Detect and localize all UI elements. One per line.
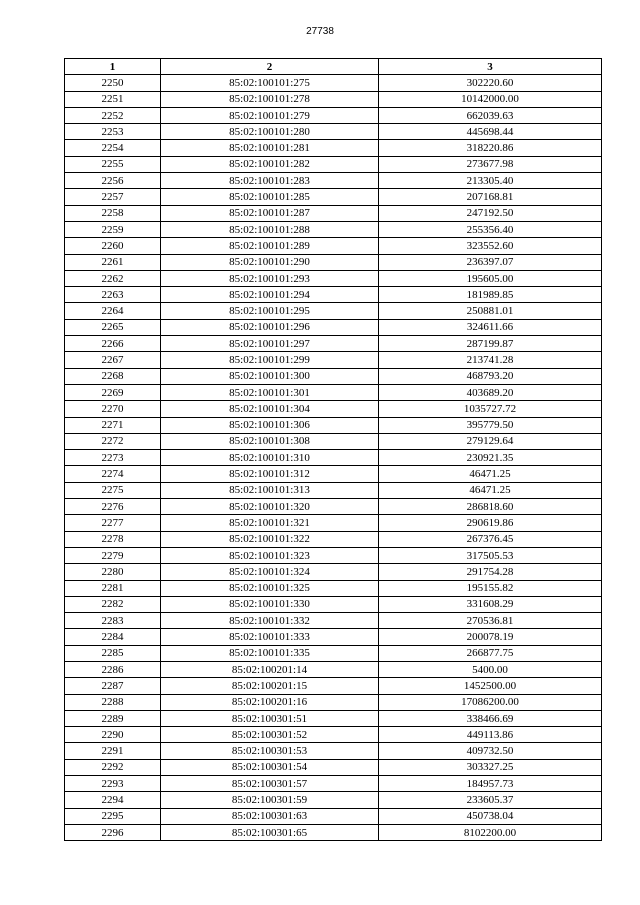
value-cell: 449113.86 [379, 727, 602, 743]
row-number-cell: 2283 [65, 613, 161, 629]
value-cell: 255356.40 [379, 221, 602, 237]
row-number-cell: 2272 [65, 433, 161, 449]
value-cell: 267376.45 [379, 531, 602, 547]
cadastral-number-cell: 85:02:100101:310 [161, 450, 379, 466]
cadastral-number-cell: 85:02:100101:330 [161, 596, 379, 612]
page-number: 27738 [306, 26, 334, 37]
cadastral-number-cell: 85:02:100301:51 [161, 710, 379, 726]
cadastral-number-cell: 85:02:100301:57 [161, 776, 379, 792]
table-row [65, 727, 602, 743]
cadastral-number-cell: 85:02:100101:306 [161, 417, 379, 433]
cadastral-number-cell: 85:02:100101:297 [161, 336, 379, 352]
cadastral-number-cell: 85:02:100101:285 [161, 189, 379, 205]
row-number-cell: 2294 [65, 792, 161, 808]
row-number-cell: 2256 [65, 173, 161, 189]
row-number-cell: 2254 [65, 140, 161, 156]
value-cell: 230921.35 [379, 450, 602, 466]
table-row [65, 580, 602, 596]
row-number-cell: 2253 [65, 124, 161, 140]
table-row [65, 613, 602, 629]
row-number-cell: 2277 [65, 515, 161, 531]
row-number-cell: 2275 [65, 482, 161, 498]
value-cell: 213305.40 [379, 173, 602, 189]
row-number-cell: 2266 [65, 336, 161, 352]
cadastral-number-cell: 85:02:100101:294 [161, 287, 379, 303]
cadastral-number-cell: 85:02:100101:320 [161, 499, 379, 515]
table-row [65, 173, 602, 189]
cadastral-number-cell: 85:02:100201:15 [161, 678, 379, 694]
table-row [65, 759, 602, 775]
row-number-cell: 2284 [65, 629, 161, 645]
value-cell: 233605.37 [379, 792, 602, 808]
cadastral-number-cell: 85:02:100301:52 [161, 727, 379, 743]
row-number-cell: 2265 [65, 319, 161, 335]
row-number-cell: 2296 [65, 824, 161, 840]
table-row [65, 401, 602, 417]
value-cell: 195605.00 [379, 270, 602, 286]
row-number-cell: 2273 [65, 450, 161, 466]
cadastral-number-cell: 85:02:100101:301 [161, 384, 379, 400]
table-row [65, 499, 602, 515]
value-cell: 181989.85 [379, 287, 602, 303]
cadastral-number-cell: 85:02:100201:14 [161, 661, 379, 677]
cadastral-number-cell: 85:02:100301:59 [161, 792, 379, 808]
value-cell: 287199.87 [379, 336, 602, 352]
value-cell: 200078.19 [379, 629, 602, 645]
value-cell: 1452500.00 [379, 678, 602, 694]
table-row [65, 824, 602, 840]
table-row [65, 433, 602, 449]
cadastral-number-cell: 85:02:100101:287 [161, 205, 379, 221]
table-row [65, 303, 602, 319]
cadastral-number-cell: 85:02:100101:304 [161, 401, 379, 417]
cadastral-number-cell: 85:02:100101:321 [161, 515, 379, 531]
cadastral-number-cell: 85:02:100101:282 [161, 156, 379, 172]
cadastral-number-cell: 85:02:100101:300 [161, 368, 379, 384]
table-row [65, 238, 602, 254]
row-number-cell: 2291 [65, 743, 161, 759]
table-row [65, 107, 602, 123]
row-number-cell: 2264 [65, 303, 161, 319]
row-number-cell: 2295 [65, 808, 161, 824]
cadastral-number-cell: 85:02:100101:312 [161, 466, 379, 482]
cadastral-number-cell: 85:02:100101:293 [161, 270, 379, 286]
row-number-cell: 2252 [65, 107, 161, 123]
cadastral-number-cell: 85:02:100101:275 [161, 75, 379, 91]
table-row [65, 384, 602, 400]
table-row [65, 564, 602, 580]
table-row [65, 678, 602, 694]
table-row [65, 466, 602, 482]
row-number-cell: 2288 [65, 694, 161, 710]
row-number-cell: 2274 [65, 466, 161, 482]
table-row [65, 661, 602, 677]
value-cell: 250881.01 [379, 303, 602, 319]
cadastral-number-cell: 85:02:100101:332 [161, 613, 379, 629]
table-row [65, 254, 602, 270]
row-number-cell: 2293 [65, 776, 161, 792]
cadastral-number-cell: 85:02:100101:335 [161, 645, 379, 661]
row-number-cell: 2261 [65, 254, 161, 270]
row-number-cell: 2269 [65, 384, 161, 400]
row-number-cell: 2276 [65, 499, 161, 515]
table-row [65, 124, 602, 140]
cadastral-number-cell: 85:02:100101:325 [161, 580, 379, 596]
table-row [65, 368, 602, 384]
value-cell: 46471.25 [379, 466, 602, 482]
table-row [65, 482, 602, 498]
table-row [65, 515, 602, 531]
value-cell: 395779.50 [379, 417, 602, 433]
value-cell: 236397.07 [379, 254, 602, 270]
table-row [65, 629, 602, 645]
table-row [65, 336, 602, 352]
table-row [65, 808, 602, 824]
table-header [65, 59, 602, 75]
row-number-cell: 2271 [65, 417, 161, 433]
value-cell: 286818.60 [379, 499, 602, 515]
cadastral-number-cell: 85:02:100301:63 [161, 808, 379, 824]
table-row [65, 710, 602, 726]
value-cell: 213741.28 [379, 352, 602, 368]
value-cell: 409732.50 [379, 743, 602, 759]
value-cell: 266877.75 [379, 645, 602, 661]
value-cell: 46471.25 [379, 482, 602, 498]
row-number-cell: 2268 [65, 368, 161, 384]
cadastral-number-cell: 85:02:100101:283 [161, 173, 379, 189]
cadastral-number-cell: 85:02:100101:308 [161, 433, 379, 449]
table-row [65, 531, 602, 547]
row-number-cell: 2251 [65, 91, 161, 107]
value-cell: 273677.98 [379, 156, 602, 172]
value-cell: 247192.50 [379, 205, 602, 221]
cadastral-number-cell: 85:02:100101:278 [161, 91, 379, 107]
cadastral-number-cell: 85:02:100101:288 [161, 221, 379, 237]
cadastral-number-cell: 85:02:100101:281 [161, 140, 379, 156]
value-cell: 270536.81 [379, 613, 602, 629]
cadastral-number-cell: 85:02:100101:324 [161, 564, 379, 580]
row-number-cell: 2267 [65, 352, 161, 368]
cadastral-number-cell: 85:02:100101:295 [161, 303, 379, 319]
row-number-cell: 2258 [65, 205, 161, 221]
cadastral-number-cell: 85:02:100201:16 [161, 694, 379, 710]
table-header-row [65, 59, 602, 75]
row-number-cell: 2263 [65, 287, 161, 303]
value-cell: 17086200.00 [379, 694, 602, 710]
table-row [65, 645, 602, 661]
value-cell: 318220.86 [379, 140, 602, 156]
value-cell: 291754.28 [379, 564, 602, 580]
table-row [65, 156, 602, 172]
table-row [65, 417, 602, 433]
table-row [65, 140, 602, 156]
cadastral-number-cell: 85:02:100101:323 [161, 547, 379, 563]
row-number-cell: 2278 [65, 531, 161, 547]
table-row [65, 287, 602, 303]
cadastral-number-cell: 85:02:100101:280 [161, 124, 379, 140]
value-cell: 303327.25 [379, 759, 602, 775]
value-cell: 279129.64 [379, 433, 602, 449]
value-cell: 302220.60 [379, 75, 602, 91]
value-cell: 338466.69 [379, 710, 602, 726]
cadastral-number-cell: 85:02:100101:279 [161, 107, 379, 123]
table-row [65, 792, 602, 808]
value-cell: 10142000.00 [379, 91, 602, 107]
row-number-cell: 2285 [65, 645, 161, 661]
value-cell: 403689.20 [379, 384, 602, 400]
cadastral-number-cell: 85:02:100101:289 [161, 238, 379, 254]
data-table [64, 58, 602, 841]
cadastral-number-cell: 85:02:100301:54 [161, 759, 379, 775]
value-cell: 662039.63 [379, 107, 602, 123]
row-number-cell: 2250 [65, 75, 161, 91]
value-cell: 468793.20 [379, 368, 602, 384]
cadastral-number-cell: 85:02:100301:53 [161, 743, 379, 759]
table-row [65, 319, 602, 335]
cadastral-number-cell: 85:02:100101:299 [161, 352, 379, 368]
value-cell: 5400.00 [379, 661, 602, 677]
row-number-cell: 2260 [65, 238, 161, 254]
row-number-cell: 2281 [65, 580, 161, 596]
cadastral-number-cell: 85:02:100101:333 [161, 629, 379, 645]
cadastral-number-cell: 85:02:100101:290 [161, 254, 379, 270]
table-row [65, 547, 602, 563]
row-number-cell: 2257 [65, 189, 161, 205]
row-number-cell: 2280 [65, 564, 161, 580]
table-row [65, 776, 602, 792]
table-body [65, 75, 602, 841]
row-number-cell: 2259 [65, 221, 161, 237]
column-header: 3 [379, 59, 602, 75]
row-number-cell: 2292 [65, 759, 161, 775]
value-cell: 8102200.00 [379, 824, 602, 840]
row-number-cell: 2289 [65, 710, 161, 726]
value-cell: 323552.60 [379, 238, 602, 254]
value-cell: 317505.53 [379, 547, 602, 563]
table-row [65, 91, 602, 107]
value-cell: 331608.29 [379, 596, 602, 612]
table-row [65, 352, 602, 368]
row-number-cell: 2290 [65, 727, 161, 743]
table-row [65, 450, 602, 466]
table-row [65, 75, 602, 91]
cadastral-number-cell: 85:02:100101:322 [161, 531, 379, 547]
row-number-cell: 2255 [65, 156, 161, 172]
cadastral-number-cell: 85:02:100101:296 [161, 319, 379, 335]
row-number-cell: 2286 [65, 661, 161, 677]
table-row [65, 270, 602, 286]
value-cell: 445698.44 [379, 124, 602, 140]
value-cell: 195155.82 [379, 580, 602, 596]
row-number-cell: 2279 [65, 547, 161, 563]
row-number-cell: 2262 [65, 270, 161, 286]
table-row [65, 743, 602, 759]
table-row [65, 596, 602, 612]
value-cell: 450738.04 [379, 808, 602, 824]
value-cell: 184957.73 [379, 776, 602, 792]
value-cell: 324611.66 [379, 319, 602, 335]
table-row [65, 189, 602, 205]
value-cell: 290619.86 [379, 515, 602, 531]
value-cell: 207168.81 [379, 189, 602, 205]
column-header: 2 [161, 59, 379, 75]
row-number-cell: 2270 [65, 401, 161, 417]
row-number-cell: 2287 [65, 678, 161, 694]
table-row [65, 205, 602, 221]
cadastral-number-cell: 85:02:100101:313 [161, 482, 379, 498]
cadastral-number-cell: 85:02:100301:65 [161, 824, 379, 840]
table-row [65, 221, 602, 237]
column-header: 1 [65, 59, 161, 75]
row-number-cell: 2282 [65, 596, 161, 612]
value-cell: 1035727.72 [379, 401, 602, 417]
table-row [65, 694, 602, 710]
